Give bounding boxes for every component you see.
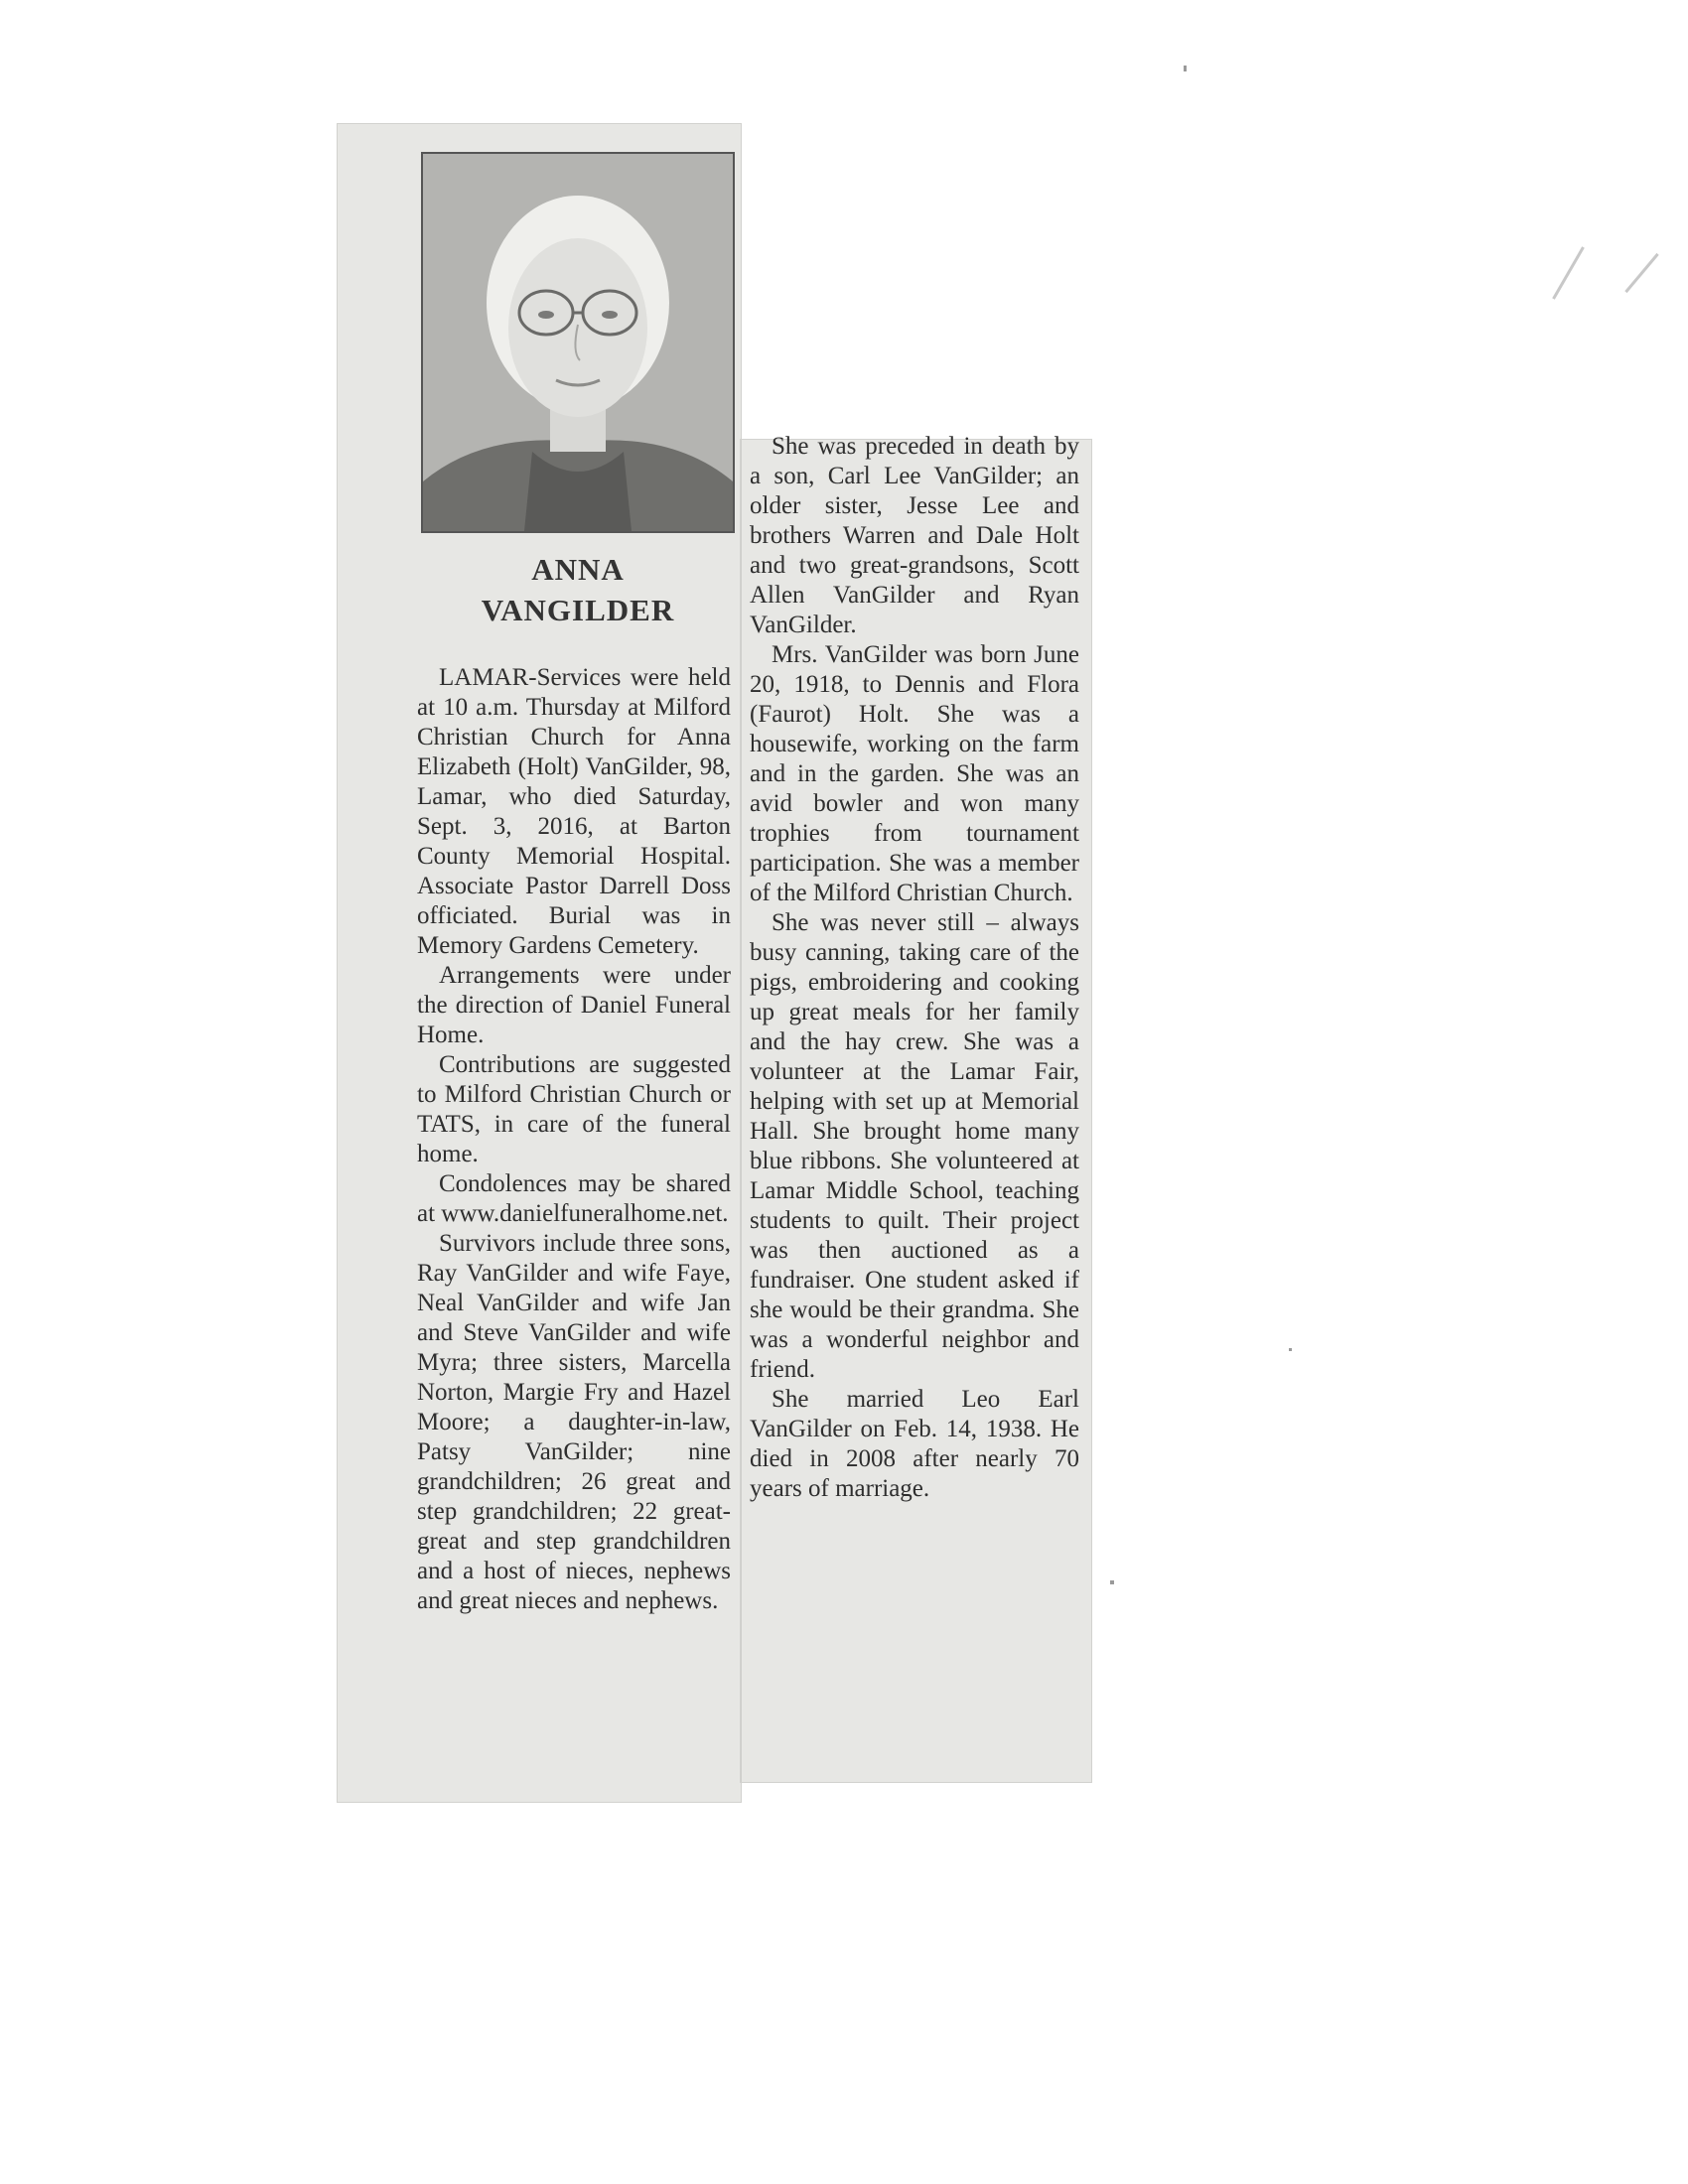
- headline-last-name: VANGILDER: [481, 593, 675, 627]
- scan-streak: [1624, 253, 1658, 293]
- headline-first-name: ANNA: [531, 552, 625, 587]
- paragraph: Arrangements were under the direction of Daniel Funeral Home.: [417, 962, 731, 1048]
- scan-streak: [1552, 246, 1585, 299]
- obituary-headline: [421, 549, 735, 630]
- obituary-column-left: [417, 663, 731, 1616]
- scan-speck: [1184, 66, 1187, 71]
- portrait-photo: [421, 152, 735, 533]
- paragraph: LAMAR-Services were held at 10 a.m. Thursday at Milford Christian Church for Anna Elizabeth (Holt) VanGilder, 98, Lamar, who died Saturday, Sept. 3, 2016, at Barton County Memorial Hospital. Associate Pastor Darrell Doss officiated. Burial was in Memory Gardens Cemetery.: [417, 664, 731, 959]
- portrait-image: [423, 154, 733, 531]
- paragraph: She married Leo Earl VanGilder on Feb. 14, 1938. He died in 2008 after nearly 70 years of marriage.: [750, 1386, 1079, 1502]
- scan-speck: [1289, 1348, 1292, 1351]
- paragraph: She was preceded in death by a son, Carl Lee VanGilder; an older sister, Jesse Lee and brothers Warren and Dale Holt and two great-grandsons, Scott Allen VanGilder and Ryan VanGilder.: [750, 433, 1079, 638]
- scan-speck: [1110, 1580, 1114, 1584]
- paragraph: She was never still – always busy canning, taking care of the pigs, embroidering and cooking up great meals for her family and the hay crew. She was a volunteer at the Lamar Fair, helping with set up at Memorial Hall. She brought home many blue ribbons. She volunteered at Lamar Middle School, teaching students to quilt. Their project was then auctioned as a fundraiser. One student asked if she would be their grandma. She was a wonderful neighbor and friend.: [750, 909, 1079, 1383]
- obituary-column-right: [750, 432, 1079, 1504]
- clipping-right-column: [741, 433, 1091, 1782]
- clipping-left-column: [338, 124, 741, 1802]
- paragraph: Mrs. VanGilder was born June 20, 1918, to Dennis and Flora (Faurot) Holt. She was a housewife, working on the farm and in the garden. She was an avid bowler and won many trophies from tournament participation. She was a member of the Milford Christian Church.: [750, 641, 1079, 906]
- paragraph: Condolences may be shared at www.danielfuneralhome.net.: [417, 1170, 731, 1227]
- paragraph: Survivors include three sons, Ray VanGilder and wife Faye, Neal VanGilder and wife Jan and Steve VanGilder and wife Myra; three sisters, Marcella Norton, Margie Fry and Hazel Moore; a daughter-in-law, Patsy VanGilder; nine grandchildren; 26 great and step grandchildren; 22 great-great and step grandchildren and a host of nieces, nephews and great nieces and nephews.: [417, 1230, 731, 1614]
- paragraph: Contributions are suggested to Milford Christian Church or TATS, in care of the funeral home.: [417, 1051, 731, 1167]
